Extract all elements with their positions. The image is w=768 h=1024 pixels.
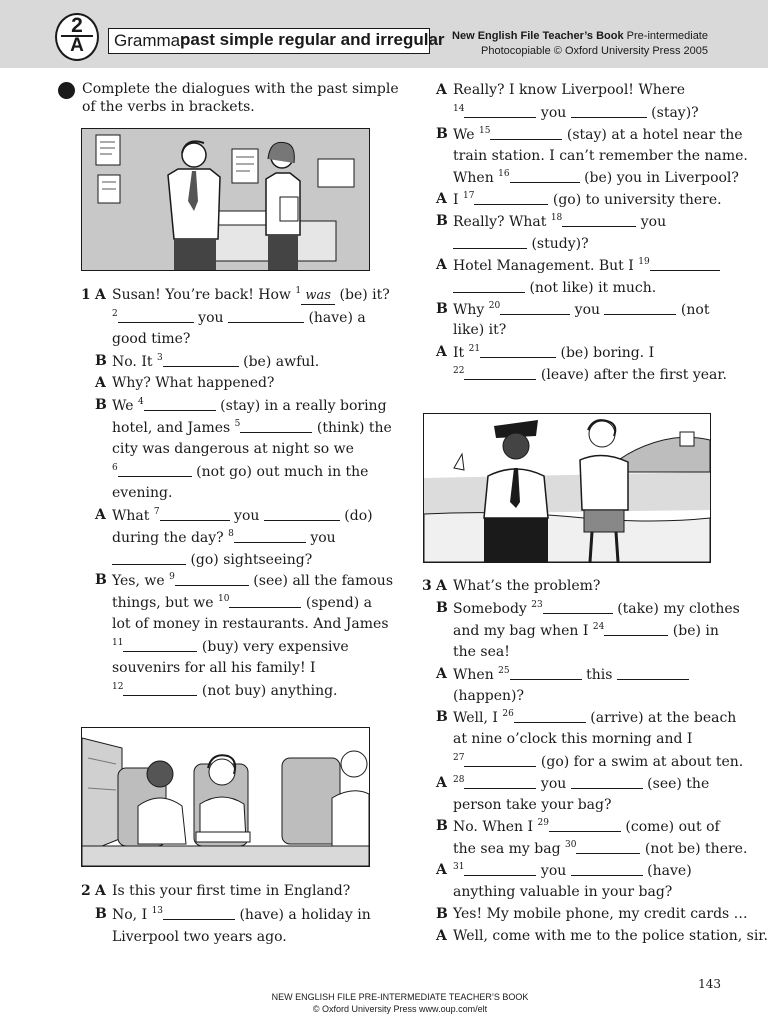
dialogue-line: good time? [112, 331, 191, 347]
unit-letter: A [70, 35, 84, 56]
blank-number: 16 [498, 169, 510, 179]
answer-blank-22[interactable] [464, 366, 536, 380]
speaker-label: A [436, 257, 447, 273]
answer-blank-2b[interactable] [228, 309, 304, 323]
blank-number: 18 [550, 213, 563, 223]
answer-blank-25b[interactable] [617, 666, 689, 680]
answer-blank-9[interactable] [175, 572, 249, 586]
dialogue-line: (not like) it much. [453, 279, 656, 297]
answer-blank-7b[interactable] [264, 507, 340, 521]
dialogue-line: No. When I $^{29}$ (come) out of [453, 818, 720, 835]
dialogue-line: No. It $^3$ (be) awful. [112, 353, 320, 370]
blank-number: 7 [153, 507, 160, 517]
answer-blank-2[interactable] [118, 309, 194, 323]
answer-blank-7[interactable] [160, 507, 230, 521]
speaker-label: B [436, 818, 448, 834]
office-illustration [81, 128, 370, 271]
speaker-label: B [436, 126, 448, 142]
dialogue-line: (happen)? [453, 688, 525, 704]
answer-blank-20[interactable] [500, 301, 570, 315]
answer-blank-23[interactable] [543, 600, 613, 614]
dialogue-line: $^{31}$ you (have) [453, 862, 692, 879]
dialogue-1-number: 1 [81, 287, 91, 303]
dialogue-line: $^{14}$ you (stay)? [453, 104, 699, 121]
blank-number: 29 [537, 818, 549, 828]
dialogue-line: city was dangerous at night so we [112, 441, 354, 457]
blank-number: 27 [453, 753, 465, 763]
blank-number: 30 [565, 840, 577, 850]
bullet-icon [58, 82, 75, 99]
answer-blank-15[interactable] [490, 126, 562, 140]
dialogue-line: $^6$ (not go) out much in the [112, 463, 369, 480]
dialogue-line: Somebody $^{23}$ (take) my clothes [453, 600, 740, 617]
blank-number: 19 [638, 257, 650, 267]
beach-drawing [424, 414, 710, 562]
answer-blank-27[interactable] [464, 753, 536, 767]
blank-number: 10 [217, 594, 230, 604]
answer-blank-21[interactable] [480, 344, 556, 358]
speaker-label: A [95, 375, 106, 391]
blank-number: 17 [462, 191, 475, 201]
dialogue-line: I $^{17}$ (go) to university there. [453, 191, 722, 208]
dialogue-line: at nine o’clock this morning and I [453, 731, 693, 747]
speaker-label: B [436, 709, 448, 725]
blank-number: 22 [453, 366, 465, 376]
blank-number: 3 [156, 353, 163, 363]
dialogue-line: When $^{16}$ (be) you in Liverpool? [453, 169, 739, 186]
answer-blank-13[interactable] [163, 906, 235, 920]
answer-blank-12[interactable] [123, 682, 197, 696]
dialogue-line: Hotel Management. But I $^{19}$ [453, 257, 720, 275]
dialogue-line: Why? What happened? [112, 375, 275, 391]
blank-number: 9 [169, 572, 175, 582]
answer-blank-17[interactable] [474, 191, 548, 205]
dialogue-line: person take your bag? [453, 797, 612, 813]
dialogue-line: Susan! You’re back! How $^1$ was (be) it? [112, 286, 390, 303]
answer-blank-28[interactable] [464, 775, 536, 789]
dialogue-line: (go) sightseeing? [112, 551, 312, 569]
dialogue-line: $^{27}$ (go) for a swim at about ten. [453, 753, 744, 770]
blank-number: 31 [453, 862, 465, 872]
dialogue-line: the sea my bag $^{30}$ (not be) there. [453, 840, 748, 857]
dialogue-line: It $^{21}$ (be) boring. I [453, 344, 655, 361]
dialogue-line: We $^{15}$ (stay) at a hotel near the [453, 126, 743, 143]
speaker-label: B [95, 906, 107, 922]
dialogue-line: We $^4$ (stay) in a really boring [112, 397, 387, 414]
blank-number: 28 [453, 775, 465, 785]
dialogue-line: No, I $^{13}$ (have) a holiday in [112, 906, 371, 923]
speaker-label: B [436, 213, 448, 229]
dialogue-line: Yes! My mobile phone, my credit cards … [453, 906, 748, 922]
speaker-label: A [436, 191, 447, 207]
blank-number: 23 [531, 600, 543, 610]
dialogue-3-number: 3 [422, 578, 432, 594]
speaker-label: A [436, 82, 447, 98]
answer-blank-4[interactable] [144, 397, 216, 411]
dialogue-line: lot of money in restaurants. And James [112, 616, 389, 632]
answer-blank-10[interactable] [229, 594, 301, 608]
blank-number: 11 [112, 638, 124, 648]
speaker-label: A [436, 578, 447, 594]
book-title-bold: New English File Teacher’s Book [452, 30, 624, 42]
dialogue-line: $^{28}$ you (see) the [453, 775, 710, 792]
instructions-line-2: of the verbs in brackets. [82, 99, 255, 115]
blank-number: 4 [137, 397, 144, 407]
answer-blank-25[interactable] [510, 666, 582, 680]
example-answer: was [301, 287, 335, 305]
dialogue-line: $^{22}$ (leave) after the first year. [453, 366, 727, 383]
speaker-label: A [95, 507, 106, 523]
blank-number: 25 [498, 666, 510, 676]
speaker-label: B [95, 353, 107, 369]
footer-title: NEW ENGLISH FILE PRE-INTERMEDIATE TEACHER’S BOOK [271, 992, 529, 1002]
dialogue-line: What’s the problem? [453, 578, 601, 594]
answer-blank-18[interactable] [562, 213, 636, 227]
footer-copyright: © Oxford University Press www.oup.com/elt [312, 1004, 488, 1014]
answer-blank-31b[interactable] [571, 862, 643, 876]
blank-number: 1 [295, 286, 302, 296]
dialogue-line: $^{12}$ (not buy) anything. [112, 682, 338, 699]
speaker-label: A [436, 666, 447, 682]
answer-blank-19b[interactable] [453, 279, 525, 293]
speaker-label: B [95, 572, 107, 588]
dialogue-line: $^2$ you (have) a [112, 309, 366, 326]
dialogue-line: the sea! [453, 644, 510, 660]
answer-blank-19[interactable] [650, 257, 720, 271]
blank-number: 5 [234, 419, 241, 429]
dialogue-line: Really? I know Liverpool! Where [453, 82, 686, 98]
dialogue-line: train station. I can’t remember the name. [453, 148, 748, 164]
speaker-label: A [436, 344, 447, 360]
answer-blank-6[interactable] [118, 463, 192, 477]
dialogue-2-number: 2 [81, 883, 91, 899]
blank-number: 14 [453, 104, 465, 114]
instructions-line-1: Complete the dialogues with the past simple [82, 81, 399, 97]
dialogue-line: and my bag when I $^{24}$ (be) in [453, 622, 719, 639]
dialogue-line: Yes, we $^9$ (see) all the famous [112, 572, 394, 589]
speaker-label: A [436, 862, 447, 878]
blank-number: 15 [478, 126, 491, 136]
dialogue-line: evening. [112, 485, 173, 501]
dialogue-line: Liverpool two years ago. [112, 929, 287, 945]
dialogue-line: Is this your first time in England? [112, 883, 351, 899]
answer-blank-24[interactable] [604, 622, 668, 636]
speaker-label: A [436, 775, 447, 791]
blank-number: 12 [112, 682, 124, 692]
speaker-label: B [436, 906, 448, 922]
grammar-label: Grammar [114, 31, 186, 50]
office-drawing [82, 129, 369, 270]
dialogue-line: $^{11}$ (buy) very expensive [112, 638, 349, 655]
blank-number: 26 [502, 709, 514, 719]
speaker-label: A [95, 287, 106, 303]
speaker-label: B [436, 301, 448, 317]
answer-blank-8[interactable] [234, 529, 306, 543]
copyright-notice: Photocopiable © Oxford University Press 2005 [481, 45, 708, 57]
dialogue-line: during the day? $^8$ you [112, 529, 336, 546]
dialogue-line: hotel, and James $^5$ (think) the [112, 419, 392, 436]
answer-blank-16[interactable] [510, 169, 580, 183]
dialogue-line: like) it? [453, 322, 507, 338]
dialogue-line: things, but we $^{10}$ (spend) a [112, 594, 373, 611]
blank-number: 2 [112, 309, 118, 319]
answer-blank-8b[interactable] [112, 551, 186, 565]
speaker-label: B [95, 397, 107, 413]
speaker-label: A [436, 928, 447, 944]
book-level: Pre-intermediate [626, 30, 708, 42]
answer-blank-28b[interactable] [571, 775, 643, 789]
blank-number: 13 [151, 906, 164, 916]
dialogue-line: souvenirs for all his family! I [112, 660, 316, 676]
dialogue-line: What $^7$ you (do) [112, 507, 373, 524]
answer-blank-26[interactable] [514, 709, 586, 723]
page-number: 143 [698, 977, 721, 991]
speaker-label: A [95, 883, 106, 899]
beach-illustration [423, 413, 711, 563]
dialogue-line: Well, come with me to the police station, sir. [453, 928, 768, 944]
dialogue-line: anything valuable in your bag? [453, 884, 673, 900]
train-illustration [81, 727, 370, 867]
blank-number: 20 [488, 301, 501, 311]
dialogue-line: When $^{25}$ this [453, 666, 689, 684]
answer-blank-29[interactable] [549, 818, 621, 832]
book-title [452, 30, 708, 42]
answer-blank-11[interactable] [123, 638, 197, 652]
dialogue-line: Well, I $^{26}$ (arrive) at the beach [453, 709, 737, 726]
blank-number: 21 [468, 344, 481, 354]
answer-blank-14b[interactable] [571, 104, 647, 118]
answer-blank-20b[interactable] [604, 301, 676, 315]
unit-number: 2 [71, 14, 83, 37]
answer-blank-30[interactable] [576, 840, 640, 854]
answer-blank-18b[interactable] [453, 235, 527, 249]
answer-blank-5[interactable] [240, 419, 312, 433]
dialogue-line: (study)? [453, 235, 589, 253]
answer-blank-14[interactable] [464, 104, 536, 118]
answer-blank-3[interactable] [163, 353, 239, 367]
blank-number: 6 [112, 463, 118, 473]
blank-number: 24 [592, 622, 605, 632]
dialogue-line: Why $^{20}$ you (not [453, 301, 710, 318]
page-title: past simple regular and irregular [180, 30, 445, 49]
speaker-label: B [436, 600, 448, 616]
answer-blank-31[interactable] [464, 862, 536, 876]
blank-number: 8 [228, 529, 234, 539]
dialogue-line: Really? What $^{18}$ you [453, 213, 667, 230]
train-drawing [82, 728, 369, 866]
